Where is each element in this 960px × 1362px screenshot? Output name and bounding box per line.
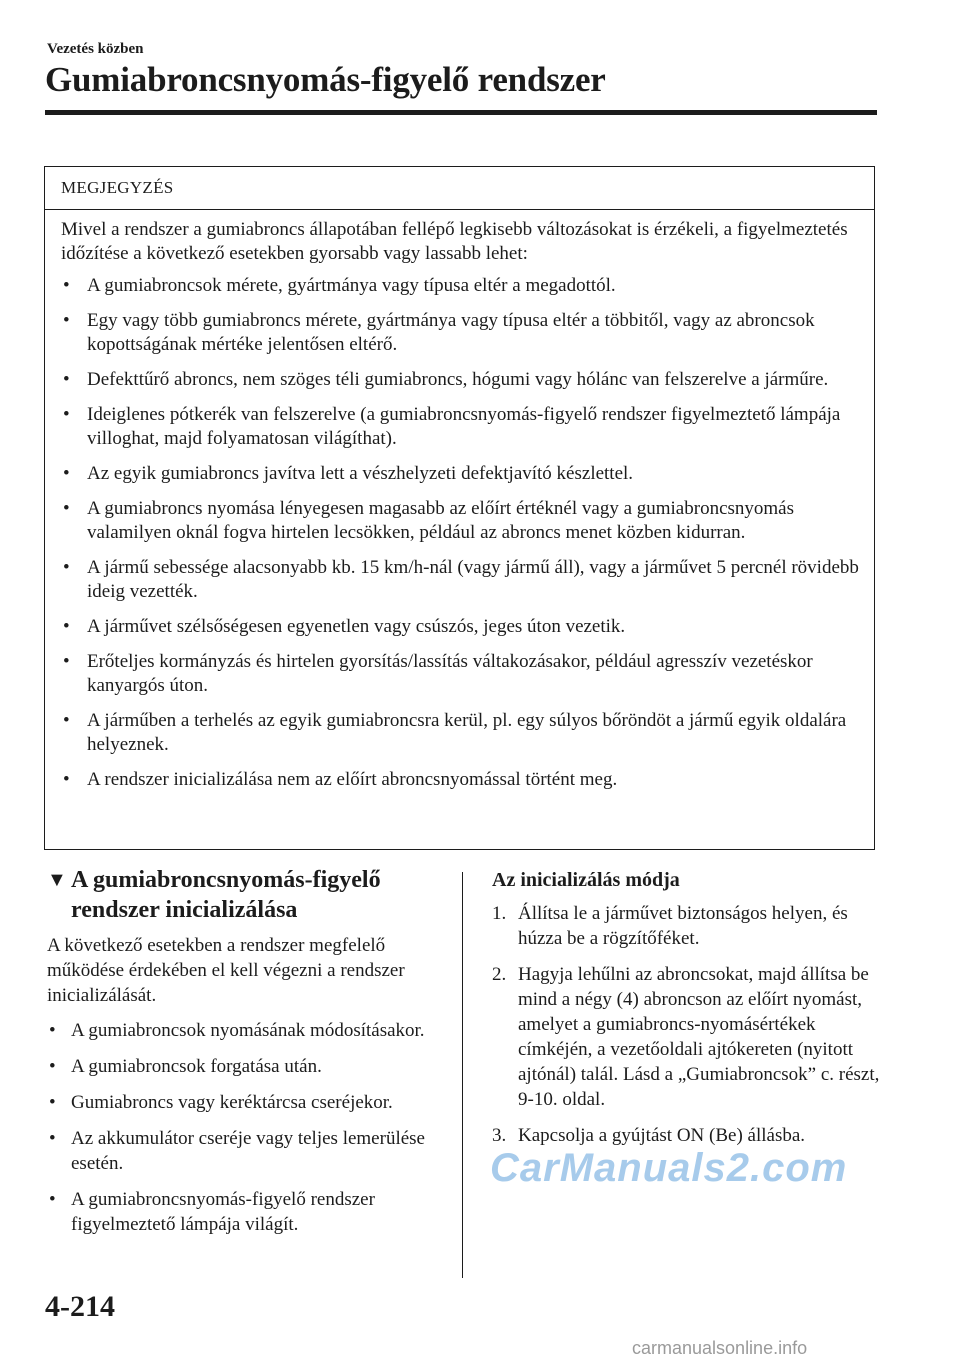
procedure-step bbox=[492, 1123, 892, 1148]
init-heading bbox=[47, 865, 452, 925]
note-item: • A járműben a terhelés az egyik gumiabroncsra kerül, pl. egy súlyos bőröndöt a jármű egyik oldalára helyeznek. bbox=[61, 709, 860, 757]
note-item: • A járművet szélsőségesen egyenetlen vagy csúszós, jeges úton vezetik. bbox=[61, 615, 860, 639]
init-item: • Az akkumulátor cseréje vagy teljes lemerülése esetén. bbox=[47, 1126, 452, 1176]
init-intro: A következő esetekben a rendszer megfelelő működése érdekében el kell végezni a rendszer inicializálását. bbox=[47, 935, 405, 1006]
note-item: • A gumiabroncsok mérete, gyártmánya vagy típusa eltér a megadottól. bbox=[61, 274, 860, 298]
step-text: Hagyja lehűlni az abroncsokat, majd állítsa be mind a négy (4) abroncson az előírt nyomást, amelyet a gumiabroncs-nyomásértékek címkéjén, a vezetőoldali ajtókereten (nyitott ajtónál) talál. Lásd a „Gumiabroncsok” c. részt, 9-10. oldal. bbox=[518, 964, 880, 1110]
init-section bbox=[47, 865, 452, 1248]
note-item: • Defekttűrő abroncs, nem szöges téli gumiabroncs, hógumi vagy hólánc van felszerelve a járműre. bbox=[61, 368, 860, 392]
note-label: MEGJEGYZÉS bbox=[45, 167, 874, 210]
init-item: • A gumiabroncsnyomás-figyelő rendszer figyelmeztető lámpája világít. bbox=[47, 1187, 452, 1237]
note-box bbox=[44, 166, 875, 850]
note-list bbox=[61, 274, 860, 792]
step-number: 2. bbox=[492, 964, 507, 985]
note-intro: Mivel a rendszer a gumiabroncs állapotában fellépő legkisebb változásokat is érzékeli, a figyelmeztetés időzítése a következő esetekben gyorsabb vagy lassabb lehet: bbox=[61, 219, 848, 264]
init-item: • Gumiabroncs vagy keréktárcsa cseréjekor. bbox=[47, 1090, 452, 1115]
page-number: 4-214 bbox=[45, 1290, 115, 1323]
section-label: Vezetés közben bbox=[47, 41, 144, 57]
note-item: • A gumiabroncs nyomása lényegesen magasabb az előírt értéknél vagy a gumiabroncsnyomás valamilyen oknál fogva hirtelen lecsökken, például az abroncs menet közben kidurran. bbox=[61, 497, 860, 545]
note-body bbox=[45, 210, 874, 792]
step-text: Kapcsolja a gyújtást ON (Be) állásba. bbox=[518, 1125, 806, 1146]
init-item: • A gumiabroncsok nyomásának módosításakor. bbox=[47, 1018, 452, 1043]
procedure-title: Az inicializálás módja bbox=[492, 869, 680, 891]
step-text: Állítsa le a járművet biztonságos helyen, és húzza be a rögzítőféket. bbox=[518, 903, 848, 949]
footer-brand-link[interactable]: carmanualsonline.info bbox=[632, 1338, 808, 1358]
init-heading-text: A gumiabroncsnyomás-figyelő rendszer inicializálása bbox=[71, 867, 381, 923]
watermark-logo: CarManuals2.com bbox=[490, 1146, 848, 1190]
title-rule bbox=[45, 110, 877, 115]
column-divider bbox=[462, 872, 463, 1278]
procedure-step bbox=[492, 901, 892, 951]
page-title: Gumiabroncsnyomás-figyelő rendszer bbox=[45, 60, 606, 99]
init-list bbox=[47, 1018, 452, 1237]
triangle-down-icon: ▼ bbox=[47, 869, 67, 891]
note-item: • Az egyik gumiabroncs javítva lett a vészhelyzeti defektjavító készlettel. bbox=[61, 462, 860, 486]
step-number: 3. bbox=[492, 1125, 507, 1146]
procedure-steps bbox=[492, 901, 892, 1148]
note-item: • A rendszer inicializálása nem az előírt abroncsnyomással történt meg. bbox=[61, 768, 860, 792]
procedure-section bbox=[492, 865, 892, 1159]
procedure-step bbox=[492, 962, 892, 1112]
note-item: • Egy vagy több gumiabroncs mérete, gyártmánya vagy típusa eltér a többitől, vagy az abroncsok kopottságának mértéke jelentősen eltérő. bbox=[61, 309, 860, 357]
init-item: • A gumiabroncsok forgatása után. bbox=[47, 1054, 452, 1079]
note-item: • Ideiglenes pótkerék van felszerelve (a gumiabroncsnyomás-figyelő rendszer figyelmeztető lámpája villoghat, majd folyamatosan világíthat). bbox=[61, 403, 860, 451]
note-item: • A jármű sebessége alacsonyabb kb. 15 km/h-nál (vagy jármű áll), vagy a járművet 5 percnél rövidebb ideig vezették. bbox=[61, 556, 860, 604]
note-item: • Erőteljes kormányzás és hirtelen gyorsítás/lassítás váltakozásakor, például agresszív vezetéskor kanyargós úton. bbox=[61, 650, 860, 698]
step-number: 1. bbox=[492, 903, 507, 924]
